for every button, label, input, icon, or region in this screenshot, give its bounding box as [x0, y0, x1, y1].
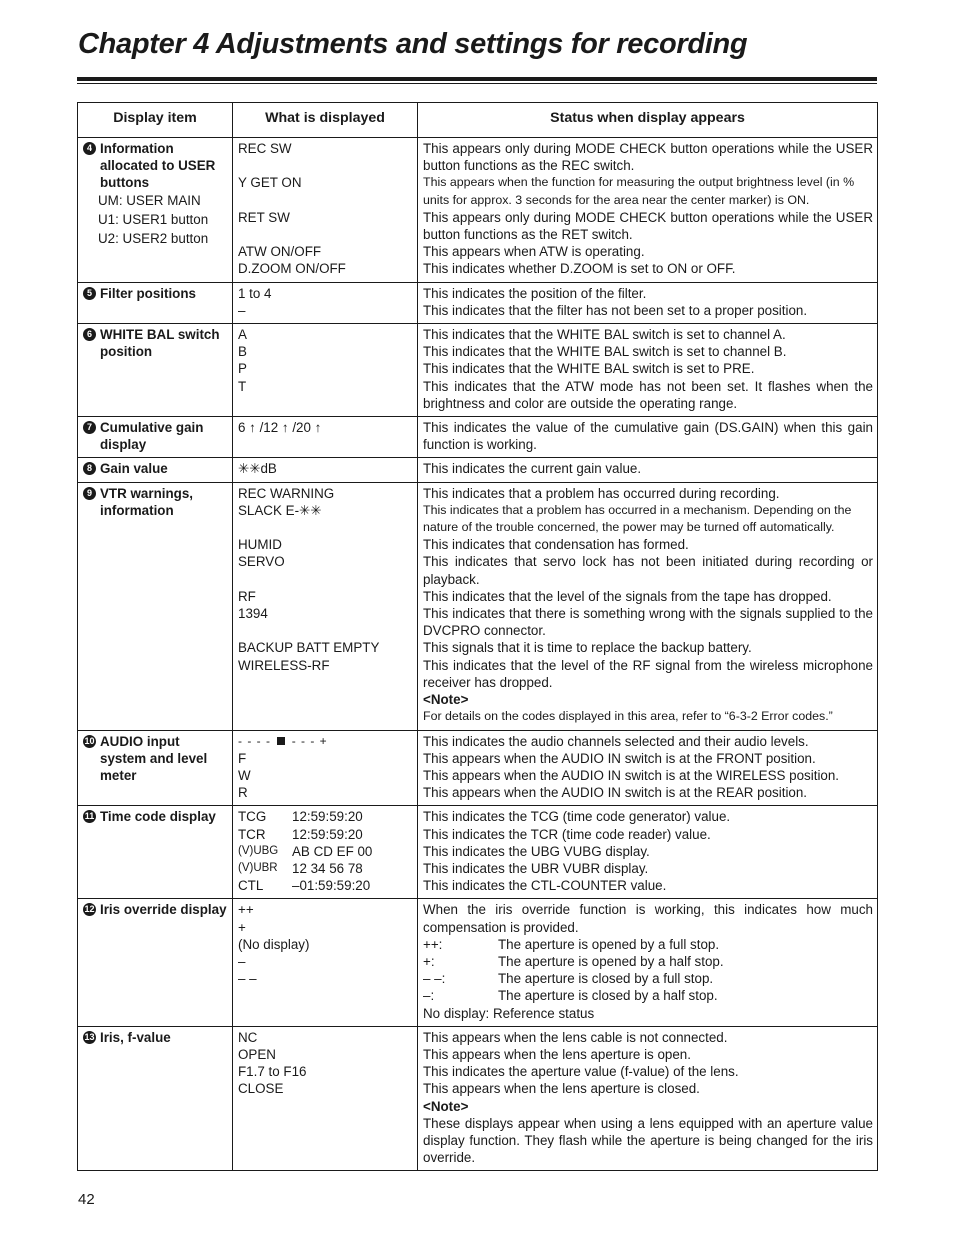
timecode-line: [238, 860, 413, 877]
display-item-label: WHITE BAL switch position: [100, 327, 220, 360]
what-line: [238, 519, 413, 536]
circled-number-7-icon: 7: [83, 421, 96, 434]
what-line: F: [238, 750, 247, 766]
display-item-cell: [78, 138, 233, 283]
timecode-key: (V)UBR: [238, 861, 278, 874]
what-cell: [233, 806, 418, 899]
timecode-line: [238, 877, 413, 894]
what-line: ✳✳dB: [238, 461, 277, 477]
table-row: [78, 282, 878, 323]
iris-level-desc: The aperture is closed by a full stop.: [498, 971, 714, 987]
status-line: This indicates that the level of the signals from the tape has dropped.: [423, 588, 832, 604]
circled-number-5-icon: 5: [83, 287, 96, 300]
circled-number-8-icon: 8: [83, 462, 96, 475]
what-line: B: [238, 344, 247, 360]
status-line: This indicates the TCG (time code generator) value.: [423, 809, 731, 825]
note-label: <Note>: [423, 1098, 469, 1114]
status-line: This indicates that there is something wrong with the signals supplied to the DVCPRO connector.: [423, 606, 873, 639]
status-cell: [418, 730, 878, 806]
note-label: <Note>: [423, 692, 469, 708]
status-line: This indicates the TCR (time code reader) value.: [423, 826, 711, 842]
what-cell: [233, 417, 418, 458]
iris-level-line: [423, 970, 873, 987]
status-line: This appears when the AUDIO IN switch is at the WIRELESS position.: [423, 767, 840, 783]
status-line: This indicates the value of the cumulative gain (DS.GAIN) when this gain function is working.: [423, 420, 873, 453]
what-line: 1 to 4: [238, 285, 272, 301]
status-line: This indicates that a problem has occurred during recording.: [423, 485, 780, 501]
what-line: REC SW: [238, 141, 292, 156]
what-cell: [233, 138, 418, 283]
what-line: F1.7 to F16: [238, 1064, 307, 1080]
status-cell: [418, 482, 878, 730]
sub-label: U1: USER1 button: [98, 211, 209, 227]
status-cell: [418, 417, 878, 458]
circled-number-6-icon: 6: [83, 328, 96, 341]
what-line: T: [238, 378, 247, 394]
display-item-label: Time code display: [100, 809, 216, 825]
what-line: –: [238, 302, 246, 318]
what-cell: [233, 324, 418, 417]
header-display-item: Display item: [78, 103, 233, 135]
status-line: This indicates the aperture value (f-value) of the lens.: [423, 1064, 739, 1080]
status-line: This indicates the audio channels selected and their audio levels.: [423, 733, 809, 749]
display-item-cell: [78, 730, 233, 806]
timecode-value: 12:59:59:20: [292, 809, 363, 825]
status-line: This appears only during MODE CHECK button operations while the USER button functions as the RET switch.: [423, 209, 873, 243]
display-item-label: VTR warnings, information: [100, 485, 194, 518]
circled-number-4-icon: 4: [83, 142, 96, 155]
display-item-label: Gain value: [100, 461, 168, 477]
timecode-value: AB CD EF 00: [292, 843, 373, 859]
what-cell: [233, 899, 418, 1026]
table-row: [78, 324, 878, 417]
what-line: W: [238, 767, 251, 783]
timecode-key: TCG: [238, 809, 267, 825]
table-row: [78, 138, 878, 283]
circled-number-10-icon: 10: [84, 735, 95, 746]
table-header-row: [78, 103, 878, 135]
status-line: This indicates that servo lock has not been initiated during recording or playback.: [423, 554, 873, 587]
what-line: RF: [238, 588, 256, 604]
timecode-line: [238, 826, 413, 843]
sub-label: UM: USER MAIN: [98, 192, 201, 208]
table-row: [78, 458, 878, 482]
circled-number-9-icon: 9: [83, 487, 96, 500]
status-line: This indicates the UBR VUBR display.: [423, 860, 649, 876]
what-line: REC WARNING: [238, 485, 335, 501]
table-row: [78, 899, 878, 1026]
timecode-key: CTL: [238, 878, 264, 894]
timecode-key: TCR: [238, 826, 266, 842]
status-line: This indicates the current gain value.: [423, 461, 642, 477]
table-row: [78, 730, 878, 806]
what-line: [238, 192, 413, 209]
display-item-cell: [78, 482, 233, 730]
what-line: SLACK E-✳✳: [238, 502, 322, 518]
meter-right-segments: - - - +: [291, 733, 328, 748]
what-line: Y GET ON: [238, 175, 302, 191]
display-item-cell: [78, 324, 233, 417]
note-text: For details on the codes displayed in this area, refer to “6-3-2 Error codes.”: [423, 709, 833, 724]
status-line: This indicates that the ATW mode has not been set. It flashes when the brightness and color are outside the operating range.: [423, 378, 873, 411]
display-item-label: Filter positions: [100, 285, 196, 301]
what-cell: [233, 730, 418, 806]
display-item-cell: [78, 458, 233, 482]
status-line: This appears when the lens aperture is closed.: [423, 1081, 700, 1097]
status-cell: [418, 806, 878, 899]
what-line: NC: [238, 1029, 258, 1045]
what-line: OPEN: [238, 1046, 276, 1062]
what-line: RET SW: [238, 209, 290, 225]
what-line: –: [238, 953, 246, 969]
status-line: This indicates the CTL-COUNTER value.: [423, 878, 667, 894]
status-line: This indicates that condensation has formed.: [423, 537, 689, 553]
title-rule-thin: [77, 83, 877, 84]
what-cell: [233, 482, 418, 730]
display-item-label: Cumulative gain display: [100, 420, 204, 453]
circled-number-12-icon: 12: [84, 904, 95, 915]
what-line: BACKUP BATT EMPTY: [238, 640, 380, 656]
iris-level-line: [423, 987, 873, 1004]
what-cell: [233, 282, 418, 323]
what-line: P: [238, 361, 247, 377]
header-what-is-displayed: What is displayed: [233, 103, 418, 135]
timecode-value: 12:59:59:20: [292, 826, 363, 842]
what-line: A: [238, 327, 247, 343]
table-row: [78, 806, 878, 899]
audio-level-meter: [238, 733, 413, 750]
chapter-title: Chapter 4 Adjustments and settings for recording: [78, 28, 748, 60]
iris-level-key: ++:: [423, 936, 443, 952]
table-row: [78, 417, 878, 458]
status-line: This appears when the function for measuring the output brightness level (in % units for approx. 3 seconds for the area near the center marker) is ON.: [423, 175, 855, 207]
sub-label: U2: USER2 button: [98, 231, 209, 247]
status-line: This indicates that the WHITE BAL switch is set to PRE.: [423, 361, 755, 377]
what-line: [238, 622, 413, 639]
status-cell: [418, 138, 878, 283]
what-cell: [233, 1026, 418, 1171]
what-line: R: [238, 785, 248, 801]
what-line: [238, 226, 413, 243]
display-items-table: [77, 102, 878, 1171]
what-line: 6 ↑ /12 ↑ /20 ↑: [238, 420, 322, 436]
timecode-key: (V)UBG: [238, 844, 279, 857]
timecode-line: [238, 843, 413, 860]
status-line: This indicates that a problem has occurred in a mechanism. Depending on the nature of the trouble concerned, the power may be turned off automatically.: [423, 502, 852, 535]
status-line: This indicates that the WHITE BAL switch is set to channel B.: [423, 344, 787, 360]
iris-level-key: – –:: [423, 971, 446, 987]
status-line: This appears when ATW is operating.: [423, 244, 645, 260]
display-item-cell: [78, 1026, 233, 1171]
display-item-cell: [78, 806, 233, 899]
what-line: ++: [238, 902, 254, 918]
status-line: This indicates the position of the filter.: [423, 285, 647, 301]
what-line: ATW ON/OFF: [238, 244, 322, 260]
display-item-cell: [78, 282, 233, 323]
what-line: WIRELESS-RF: [238, 657, 330, 673]
status-line: This appears when the lens aperture is open.: [423, 1046, 691, 1062]
status-cell: [418, 899, 878, 1026]
status-line: This indicates that the filter has not been set to a proper position.: [423, 302, 808, 318]
status-line: This appears only during MODE CHECK button operations while the USER button functions as the REC switch.: [423, 141, 873, 174]
status-cell: [418, 1026, 878, 1171]
what-line: – –: [238, 971, 257, 987]
what-line: [238, 571, 413, 588]
what-line: [238, 157, 413, 174]
iris-level-line: [423, 936, 873, 953]
page-number: 42: [78, 1191, 95, 1208]
what-line: D.ZOOM ON/OFF: [238, 261, 346, 277]
circled-number-13-icon: 13: [84, 1031, 95, 1042]
table-row: [78, 1026, 878, 1171]
what-line: HUMID: [238, 537, 282, 553]
iris-level-desc: The aperture is opened by a half stop.: [498, 953, 724, 969]
timecode-value: –01:59:59:20: [292, 878, 371, 894]
circled-number-11-icon: 11: [84, 811, 95, 822]
meter-left-segments: - - - -: [238, 733, 271, 748]
display-item-label: Iris override display: [100, 902, 227, 918]
iris-level-line: [423, 953, 873, 970]
meter-block-icon: [277, 737, 285, 745]
what-line: 1394: [238, 606, 268, 622]
what-cell: [233, 458, 418, 482]
status-line: This appears when the AUDIO IN switch is at the FRONT position.: [423, 750, 816, 766]
status-line: This appears when the AUDIO IN switch is at the REAR position.: [423, 785, 808, 801]
status-line: This indicates whether D.ZOOM is set to ON or OFF.: [423, 261, 736, 277]
what-line: (No display): [238, 936, 310, 952]
iris-level-desc: The aperture is closed by a half stop.: [498, 988, 718, 1004]
what-line: +: [238, 919, 246, 935]
status-line: This indicates the UBG VUBG display.: [423, 843, 650, 859]
display-item-label: Information allocated to USER buttons: [100, 141, 216, 191]
iris-level-desc: The aperture is opened by a full stop.: [498, 936, 720, 952]
what-line: CLOSE: [238, 1081, 284, 1097]
status-cell: [418, 282, 878, 323]
timecode-line: [238, 808, 413, 825]
status-line: This indicates that the level of the RF signal from the wireless microphone receiver has dropped.: [423, 657, 873, 690]
status-line: This signals that it is time to replace the backup battery.: [423, 640, 752, 656]
display-item-label: Iris, f-value: [100, 1029, 171, 1045]
status-cell: [418, 458, 878, 482]
title-rule-thick: [77, 77, 877, 81]
note-text: These displays appear when using a lens equipped with an aperture value display function. They flash while the aperture is being changed for the iris override.: [423, 1115, 873, 1166]
timecode-value: 12 34 56 78: [292, 860, 363, 876]
status-line: When the iris override function is working, this indicates how much compensation is provided.: [423, 902, 873, 935]
status-line: This indicates that the WHITE BAL switch is set to channel A.: [423, 327, 786, 343]
status-cell: [418, 324, 878, 417]
table-row: [78, 482, 878, 730]
status-line: No display: Reference status: [423, 1005, 595, 1021]
display-item-cell: [78, 417, 233, 458]
iris-level-key: –:: [423, 988, 435, 1004]
display-item-cell: [78, 899, 233, 1026]
iris-level-key: +:: [423, 953, 435, 969]
display-item-label: AUDIO input system and level meter: [100, 733, 208, 783]
status-line: This appears when the lens cable is not connected.: [423, 1029, 728, 1045]
header-status: Status when display appears: [418, 103, 878, 135]
what-line: SERVO: [238, 554, 285, 570]
